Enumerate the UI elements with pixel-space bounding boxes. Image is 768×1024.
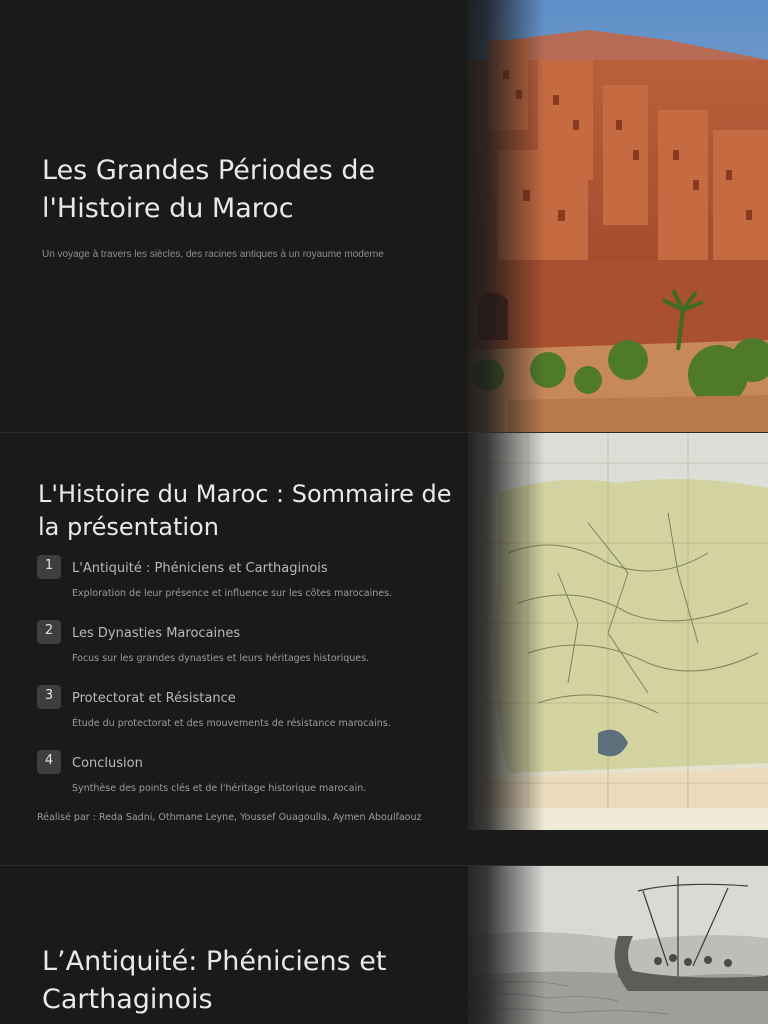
item-title: L'Antiquité : Phéniciens et Carthaginois	[72, 561, 328, 576]
item-description: Exploration de leur présence et influence sur les côtes marocaines.	[72, 588, 393, 599]
item-number-badge: 1	[37, 555, 61, 579]
image-fade-overlay	[455, 0, 545, 432]
list-item[interactable]	[37, 685, 457, 750]
image-fade-overlay	[455, 866, 545, 1024]
summary-title: L'Histoire du Maroc : Sommaire de la présentation	[38, 480, 452, 541]
item-description: Synthèse des points clés et de l'héritage historique marocain.	[72, 783, 367, 794]
item-description: Étude du protectorat et des mouvements de résistance marocains.	[72, 718, 391, 729]
list-item[interactable]	[37, 555, 457, 620]
summary-list	[37, 555, 457, 815]
item-number-badge: 2	[37, 620, 61, 644]
credits-text: Réalisé par : Reda Sadni, Othmane Leyne, Youssef Ouagoulla, Aymen Aboulfaouz	[37, 812, 422, 823]
list-item[interactable]	[37, 620, 457, 685]
main-title: Les Grandes Périodes de l'Histoire du Maroc	[42, 155, 376, 224]
item-number-badge: 4	[37, 750, 61, 774]
item-number-badge: 3	[37, 685, 61, 709]
item-title: Conclusion	[72, 756, 143, 771]
main-subtitle: Un voyage à travers les siècles, des racines antiques à un royaume moderne	[42, 249, 384, 260]
slide-title[interactable]	[0, 0, 768, 432]
item-title: Protectorat et Résistance	[72, 691, 236, 706]
item-description: Focus sur les grandes dynasties et leurs héritages historiques.	[72, 653, 370, 664]
slide-summary[interactable]	[0, 433, 768, 865]
slide-antiquity[interactable]	[0, 866, 768, 1024]
item-title: Les Dynasties Marocaines	[72, 626, 241, 641]
antiquity-title: L’Antiquité: Phéniciens et Carthaginois	[42, 946, 387, 1015]
image-fade-overlay	[455, 433, 545, 865]
list-item[interactable]	[37, 750, 457, 815]
